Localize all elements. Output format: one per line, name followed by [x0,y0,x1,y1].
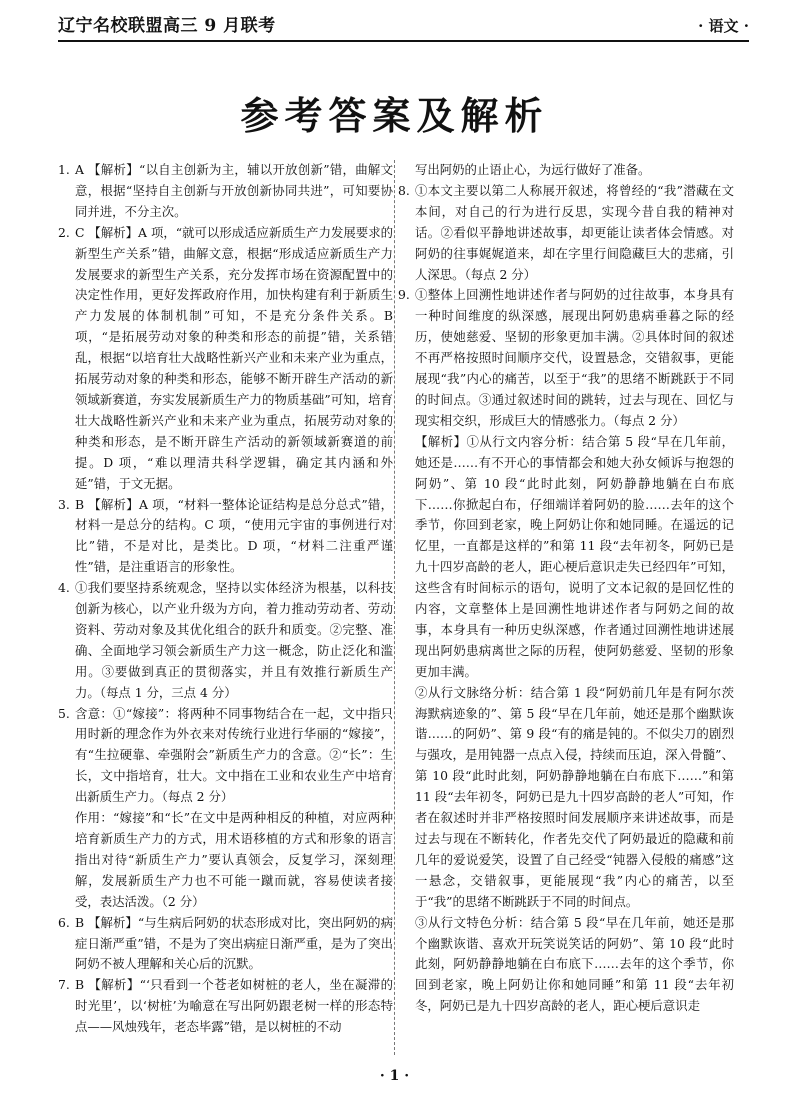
answer-item [398,181,734,286]
answer-item [58,160,393,223]
left-column [58,160,393,1038]
answer-item [398,432,734,683]
answer-item [398,160,734,181]
page-title: 参考答案及解析 [240,94,549,138]
answer-text: ①我们要坚持系统观念，坚持以实体经济为根基，以科技创新为核心，以产业升级为方向，着力推动劳动者、劳动资料、劳动对象及其优化组合的跃升和质变。②完整、准确、全面地学习领会新质生产力这一概念，防止泛化和滥用。③要做到真正的贯彻落实，并且有效推行新质生产力。（每点 1 分，三点 4 分） [75,580,393,700]
answer-text: A 【解析】“以自主创新为主，辅以开放创新”错，曲解文意，根据“坚持自主创新与开放创新协同共进”，可知要协同并进，不分主次。 [75,162,393,219]
answer-text: ②从行文脉络分析：结合第 1 段“阿奶前几年是有阿尔茨海默病迹象的”、第 5 段“早在几年前，她还是那个幽默诙谐……的阿奶”、第 9 段“有的痛是钝的。不似尖刀的剧烈与强攻，是用钝器一点点入侵，持续而压迫，深入骨髓”、第 10 段“此时此刻，阿奶静静地躺在白布底下……”和第 11 段“去年初冬，阿奶已是九十四岁高龄的老人”可知，作者在叙述时并非严格按照时间发展顺序来讲述故事，而是过去与现在不断转化，作者先交代了阿奶最近的隐藏和前几年的爱说爱笑，设置了自己经受“钝器入侵般的痛感”这一悬念，交错叙事，更能展现“我”内心的痛苦，以至于“我”的思绪不断跳跃于不同的时间点。 [415,684,734,909]
answer-item [58,578,393,703]
page-header [58,12,749,42]
page-number: · 1 · [379,1068,410,1084]
answer-item [58,704,393,913]
answer-text: 【解析】①从行文内容分析：结合第 5 段“早在几年前，她还是……有不开心的事情都会和她大孙女倾诉与抱怨的阿奶”、第 10 段“此时此刻，阿奶静静地躺在白布底下……你掀起白布，仔细端详着阿奶的脸……去年的这个季节，你回到老家，晚上阿奶让你和她同睡。在遥远的记忆里，一直都是这样的”和第 11 段“去年初冬，阿奶已是九十四岁高龄的老人，距心梗后意识走失已经四年”可知，这些含有时间标示的语句，说明了文本记叙的是回忆性的内容，文章整体上是回溯性地讲述作者与阿奶之间的故事，本身具有一种历史纵深感，作者通过回溯性地讲述展现出阿奶患病离世之际的历程，使阿奶慈爱、坚韧的形象更加丰满。 [415,433,734,679]
right-column [398,160,734,1017]
answer-item [58,495,393,579]
question-number: 7. [58,977,70,993]
subject-label: · 语文 · [698,17,749,35]
answer-item [398,683,734,913]
answer-text: B 【解析】“与生病后阿奶的状态形成对比，突出阿奶的病症日渐严重”错，不是为了突出病症日渐严重，是为了突出阿奶不被人理解和关心后的沉默。 [75,914,393,972]
question-number: 2. [58,224,70,240]
answer-text: ③从行文特色分析：结合第 5 段“早在几年前，她还是那个幽默诙谐、喜欢开玩笑说笑话的阿奶”、第 10 段“此时此刻，阿奶静静地躺在白布底下……去年的这个季节，你回到老家，晚上阿奶让你和她同睡”和第 11 段“去年初冬，阿奶已是九十四岁高龄的老人，距心梗后意识走 [415,914,734,1014]
exam-name: 辽宁名校联盟高三 9 月联考 [58,16,276,36]
question-number: 1. [58,162,70,177]
answer-text: B 【解析】“‘只看到一个苍老如树桩的老人，坐在凝滞的时光里’，以‘树桩’为喻意在写出阿奶跟老树一样的形态特点——风烛残年，老态毕露”错，是以树桩的不动 [75,977,393,1035]
answer-item [58,975,393,1038]
answer-text: 含意：①“嫁接”：将两种不同事物结合在一起，文中指只用时新的理念作为外衣来对传统行业进行华丽的“嫁接”，有“生拉硬靠、牵强附会”新质生产力的含意。②“长”：生长，文中指培育，壮大。文中指在工业和农业生产中培育出新质生产力。（每点 2 分） [75,705,393,805]
question-number: 8. [398,182,410,198]
question-number: 4. [58,580,70,596]
question-number: 3. [58,496,70,512]
question-number: 9. [398,287,410,303]
answer-text: 写出阿奶的止语止心，为远行做好了准备。 [415,162,651,177]
answer-extra-text: 作用：“嫁接”和“长”在文中是两种相反的种植，对应两种培育新质生产力的方式，用术语移植的方式和形象的语言指出对待“新质生产力”要认真领会，反复学习，深刻理解，发展新质生产力也不可能一蹴而就，容易使读者接受，表达活泼。（2 分） [75,810,393,909]
answer-text: C 【解析】A 项，“就可以形成适应新质生产力发展要求的新型生产关系”错，曲解文意，根据“形成适应新质生产力发展要求的新型生产关系，充分发挥市场在资源配置中的决定性作用，更好发挥政府作用，加快构建有利于新质生产力发展的体制机制”可知，不是充分条件关系。B 项，“是拓展劳动对象的种类和形态的前提”错，关系错乱，根据“以培育壮大战略性新兴产业和未来产业为重点，拓展劳动对象的种类和形态，能够不断开辟生产活动的新领域新赛道，夯实发展新质生产力的物质基础”可知，培育壮大战略性新兴产业和未来产业为重点，拓展劳动对象的种类和形态，是不断开辟生产活动的新领域新赛道的前提。D 项，“难以理清共科学逻辑，确定其内涵和外延”错，于文无据。 [75,224,393,491]
answer-item [58,223,393,495]
answer-text: ①本文主要以第二人称展开叙述，将曾经的“我”潜藏在文本间，对自己的行为进行反思，实现今昔自我的精神对话。②看似平静地讲述故事，却更能让读者体会情感。对阿奶的往事娓娓道来，却在字里行间隐藏巨大的悲痛，引人深思。（每点 2 分） [415,182,734,282]
answer-item [398,913,734,1018]
answer-item [58,913,393,976]
column-divider [394,160,395,1055]
answer-item [398,285,734,431]
question-number: 5. [58,705,70,721]
answer-text: B 【解析】A 项，“材料一整体论证结构是总分总式”错，材料一是总分的结构。C 项，“使用元宇宙的事例进行对比”错，不是对比，是类比。D 项，“材料二注重严谨性”错，是注重语言的形象性。 [75,496,393,575]
answer-text: ①整体上回溯性地讲述作者与阿奶的过往故事，本身具有一种时间维度的纵深感，展现出阿奶患病垂暮之际的经历，使她慈爱、坚韧的形象更加丰满。②具体时间的叙述不再严格按照时间顺序交代，设置悬念，交错叙事，更能展现“我”内心的痛苦，以至于“我”的思绪不断跳跃于不同的时间点。③通过叙述时间的跳转，过去与现在、回忆与现实相交织，形成巨大的情感张力。（每点 2 分） [415,287,734,428]
question-number: 6. [58,914,70,930]
